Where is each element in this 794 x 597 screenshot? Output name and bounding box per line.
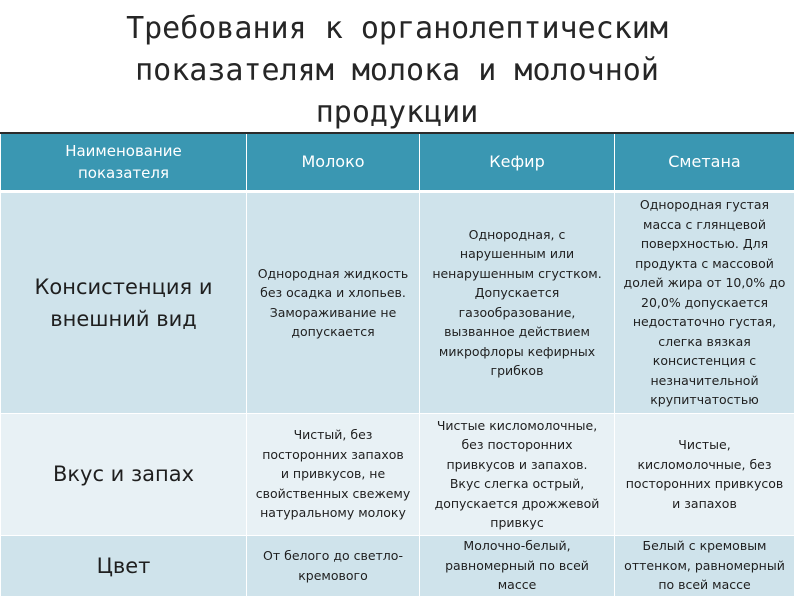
- cell-line: газообразование,: [423, 303, 611, 323]
- table-row: [1, 191, 794, 413]
- cell-line: Белый с кремовым: [618, 536, 791, 556]
- cell-line: допускается дрожжевой: [423, 494, 611, 514]
- cell-line: Замораживание не: [250, 303, 416, 323]
- label-line: Консистенция и: [4, 271, 243, 303]
- cell-line: микрофлоры кефирных: [423, 342, 611, 362]
- cell-line: Чистые кисломолочные,: [423, 416, 611, 436]
- cell-line: нарушенным или: [423, 244, 611, 264]
- cell-line: Допускается: [423, 283, 611, 303]
- cell-sour-cream: [615, 191, 794, 413]
- cell-line: грибков: [423, 361, 611, 381]
- cell-sour-cream: [615, 413, 794, 535]
- cell-line: 20,0% допускается: [618, 293, 791, 313]
- title-line: показателям молока и молочной: [0, 50, 794, 92]
- cell-line: допускается: [250, 322, 416, 342]
- cell-line: кисломолочные, без: [618, 455, 791, 475]
- cell-milk: [247, 535, 420, 596]
- cell-line: свойственных свежему: [250, 484, 416, 504]
- cell-line: массе: [423, 575, 611, 595]
- cell-line: Однородная густая: [618, 195, 791, 215]
- row-label-taste-smell: [1, 413, 247, 535]
- cell-line: без осадка и хлопьев.: [250, 283, 416, 303]
- cell-milk: [247, 191, 420, 413]
- cell-line: Чистые,: [618, 435, 791, 455]
- header-kefir: Кефир: [420, 133, 615, 191]
- cell-milk: [247, 413, 420, 535]
- label-line: внешний вид: [4, 303, 243, 335]
- row-label-color: [1, 535, 247, 596]
- cell-sour-cream: [615, 535, 794, 596]
- header-line: показателя: [4, 162, 243, 184]
- row-label-consistency: [1, 191, 247, 413]
- cell-line: посторонних привкусов: [618, 474, 791, 494]
- label-line: Вкус и запах: [4, 458, 243, 490]
- cell-line: Однородная, с: [423, 225, 611, 245]
- cell-line: посторонних запахов: [250, 445, 416, 465]
- title-line: продукции: [0, 92, 794, 134]
- cell-line: и привкусов, не: [250, 464, 416, 484]
- cell-line: оттенком, равномерный: [618, 556, 791, 576]
- cell-line: равномерный по всей: [423, 556, 611, 576]
- cell-line: по всей массе: [618, 575, 791, 595]
- cell-line: вызванное действием: [423, 322, 611, 342]
- header-milk: Молоко: [247, 133, 420, 191]
- cell-line: Однородная жидкость: [250, 264, 416, 284]
- cell-line: консистенция с: [618, 351, 791, 371]
- cell-line: привкус: [423, 513, 611, 533]
- page-title: [0, 8, 794, 134]
- cell-kefir: [420, 191, 615, 413]
- cell-line: кремового: [250, 566, 416, 586]
- cell-line: масса с глянцевой: [618, 215, 791, 235]
- cell-line: слегка вязкая: [618, 332, 791, 352]
- table-row: [1, 535, 794, 596]
- cell-line: продукта с массовой: [618, 254, 791, 274]
- cell-line: и запахов: [618, 494, 791, 514]
- cell-line: без посторонних: [423, 435, 611, 455]
- cell-line: крупитчатостью: [618, 390, 791, 410]
- cell-line: поверхностью. Для: [618, 234, 791, 254]
- cell-line: незначительной: [618, 371, 791, 391]
- cell-line: ненарушенным сгустком.: [423, 264, 611, 284]
- cell-line: Вкус слегка острый,: [423, 474, 611, 494]
- table-header-row: [1, 133, 794, 191]
- cell-line: Чистый, без: [250, 425, 416, 445]
- cell-line: привкусов и запахов.: [423, 455, 611, 475]
- table-row: [1, 413, 794, 535]
- requirements-table: [0, 132, 794, 597]
- cell-line: От белого до светло-: [250, 546, 416, 566]
- cell-kefir: [420, 535, 615, 596]
- cell-line: долей жира от 10,0% до: [618, 273, 791, 293]
- title-line: Требования к органолептическим: [0, 8, 794, 50]
- header-indicator-name: [1, 133, 247, 191]
- cell-line: недостаточно густая,: [618, 312, 791, 332]
- header-sour-cream: Сметана: [615, 133, 794, 191]
- cell-kefir: [420, 413, 615, 535]
- label-line: Цвет: [4, 550, 243, 582]
- cell-line: Молочно-белый,: [423, 536, 611, 556]
- cell-line: натуральному молоку: [250, 503, 416, 523]
- header-line: Наименование: [4, 140, 243, 162]
